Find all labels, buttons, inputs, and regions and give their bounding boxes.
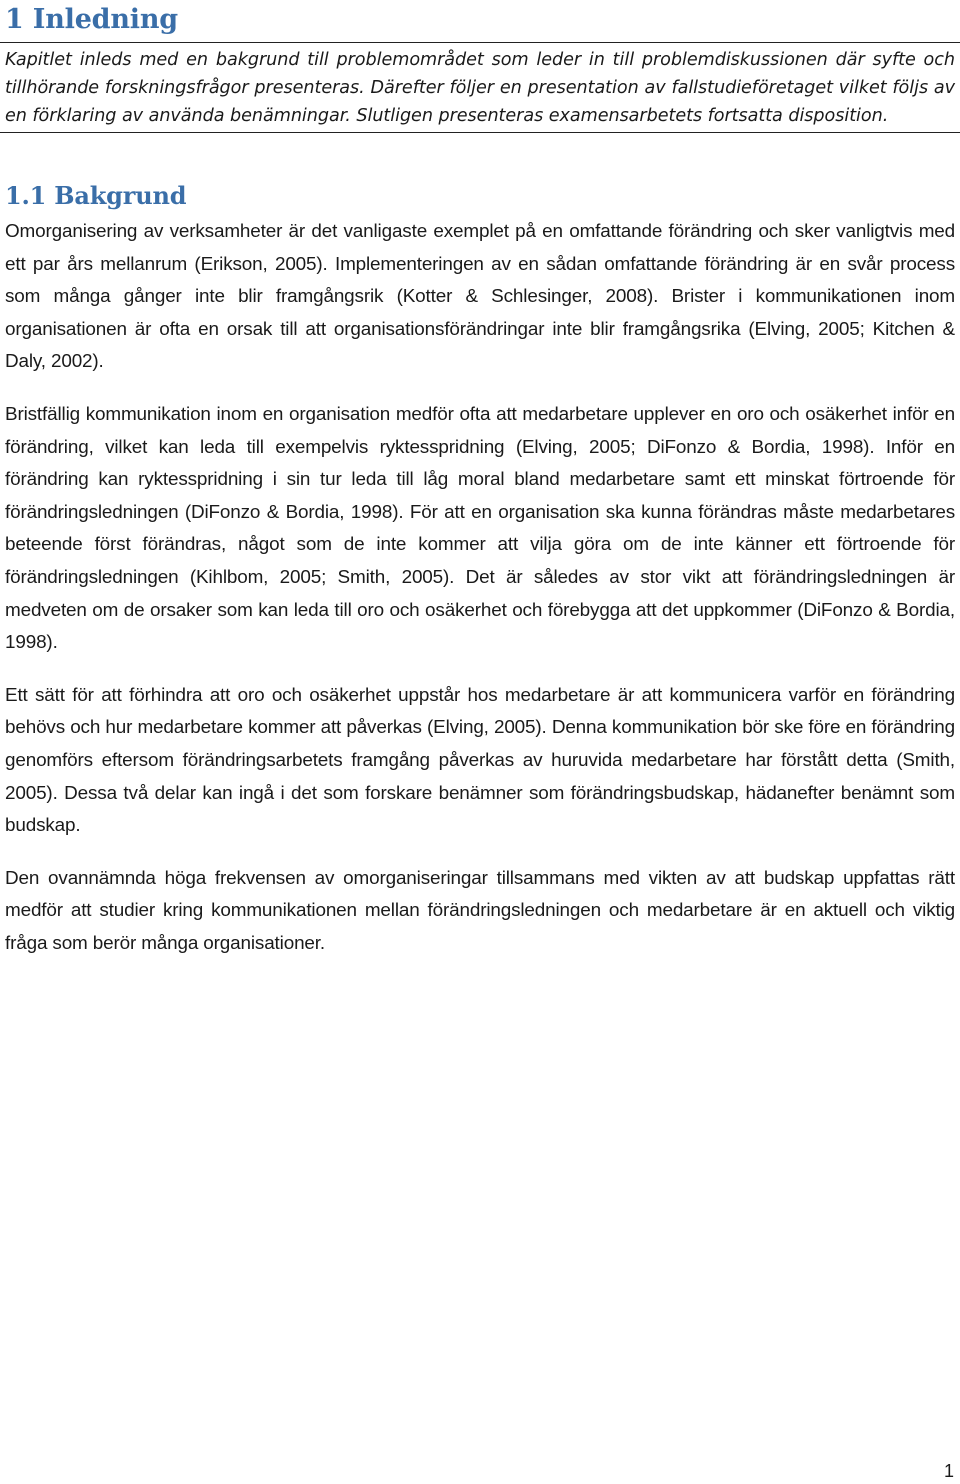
chapter-intro-box: [0, 42, 960, 133]
body-paragraph: Ett sätt för att förhindra att oro och osäkerhet uppstår hos medarbetare är att kommunicera varför en förändring behövs och hur medarbetare kommer att påverkas (Elving, 2005). Denna kommunikation bör ske före en förändring genomförs eftersom förändringsarbetets framgång påverkas av huruvida medarbetare har förstått detta (Smith, 2005). Dessa två delar kan ingå i det som forskare benämner som förändringsbudskap, hädanefter benämnt som budskap.: [5, 684, 955, 837]
body-paragraph: Den ovannämnda höga frekvensen av omorganiseringar tillsammans med vikten av att budskap uppfattas rätt medför att studier kring kommunikationen mellan förändringsledningen och medarbetare är en aktuell och viktig fråga som berör många organisationer.: [5, 867, 955, 954]
body-paragraph: Bristfällig kommunikation inom en organisation medför ofta att medarbetare upplever en oro och osäkerhet inför en förändring, vilket kan leda till exempelvis ryktesspridning (Elving, 2005; DiFonzo & Bordia, 1998). Inför en förändring kan ryktesspridning i sin tur leda till låg moral bland medarbetare samt ett minskat förtroende för förändringsledningen (DiFonzo & Bordia, 1998). För att en organisation ska kunna förändras måste medarbetares beteende först förändras, något som de inte kommer att vilja göra om de inte känner ett förtroende för förändringsledningen (Kihlbom, 2005; Smith, 2005). Det är således av stor vikt att förändringsledningen är medveten om de orsaker som kan leda till oro och osäkerhet och förebygga att det uppkommer (DiFonzo & Bordia, 1998).: [5, 403, 955, 654]
chapter-title: 1 Inledning: [5, 4, 178, 35]
body-paragraph: Omorganisering av verksamheter är det vanligaste exemplet på en omfattande förändring och sker vanligtvis med ett par års mellanrum (Erikson, 2005). Implementeringen av en sådan omfattande förändring är en svår process som många gånger inte blir framgångsrik (Kotter & Schlesinger, 2008). Brister i kommunikationen inom organisationen är ofta en orsak till att organisationsförändringar inte blir framgångsrika (Elving, 2005; Kitchen & Daly, 2002).: [5, 221, 955, 373]
section-title: 1.1 Bakgrund: [5, 181, 187, 210]
page-number: 1: [943, 1461, 954, 1481]
chapter-intro-text: Kapitlet inleds med en bakgrund till problemområdet som leder in till problemdiskussionen där syfte och tillhörande forskningsfrågor presenteras. Därefter följer en presentation av fallstudieföretaget vilket följs av en förklaring av använda benämningar. Slutligen presenteras examensarbetets fortsatta disposition.: [5, 50, 955, 127]
section-body: [5, 216, 955, 980]
